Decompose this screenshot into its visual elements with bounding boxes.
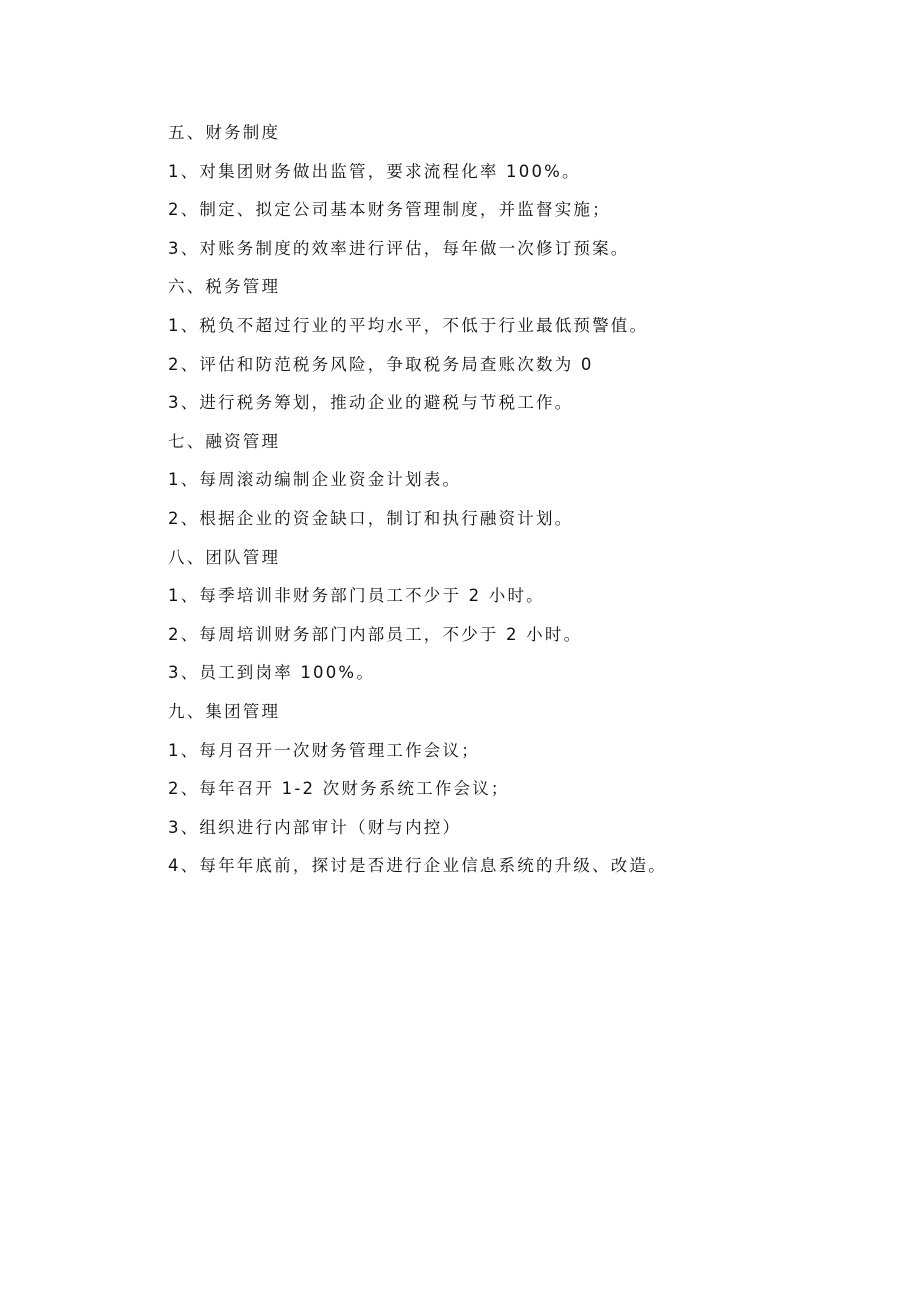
list-item: 3、进行税务筹划，推动企业的避税与节税工作。 <box>168 393 574 413</box>
list-item: 1、每月召开一次财务管理工作会议； <box>168 740 480 760</box>
section-group-management <box>168 700 868 893</box>
section-heading: 五、财务制度 <box>168 123 281 142</box>
list-item: 2、评估和防范税务风险，争取税务局查账次数为 0 <box>168 354 594 374</box>
list-item: 4、每年年底前，探讨是否进行企业信息系统的升级、改造。 <box>168 856 667 876</box>
list-item: 2、每周培训财务部门内部员工，不少于 2 小时。 <box>168 624 583 644</box>
list-item: 1、每季培训非财务部门员工不少于 2 小时。 <box>168 586 545 606</box>
list-item: 1、税负不超过行业的平均水平，不低于行业最低预警值。 <box>168 315 649 335</box>
section-heading: 八、团队管理 <box>168 547 281 567</box>
list-item: 1、对集团财务做出监管，要求流程化率 100%。 <box>168 161 581 181</box>
section-heading: 七、融资管理 <box>168 431 281 451</box>
section-team-management <box>168 546 868 700</box>
section-tax-management <box>168 275 868 429</box>
list-item: 3、员工到岗率 100%。 <box>168 663 376 683</box>
section-finance-system <box>168 121 868 275</box>
list-item: 1、每周滚动编制企业资金计划表。 <box>168 470 462 490</box>
section-heading: 六、税务管理 <box>168 277 281 297</box>
document-body <box>168 121 868 893</box>
list-item: 3、组织进行内部审计（财与内控） <box>168 817 462 837</box>
list-item: 2、制定、拟定公司基本财务管理制度，并监督实施； <box>168 200 611 220</box>
list-item: 2、根据企业的资金缺口，制订和执行融资计划。 <box>168 508 574 528</box>
section-heading: 九、集团管理 <box>168 701 281 721</box>
list-item: 2、每年召开 1-2 次财务系统工作会议； <box>168 779 510 799</box>
list-item: 3、对账务制度的效率进行评估，每年做一次修订预案。 <box>168 238 630 258</box>
section-financing-management <box>168 430 868 546</box>
